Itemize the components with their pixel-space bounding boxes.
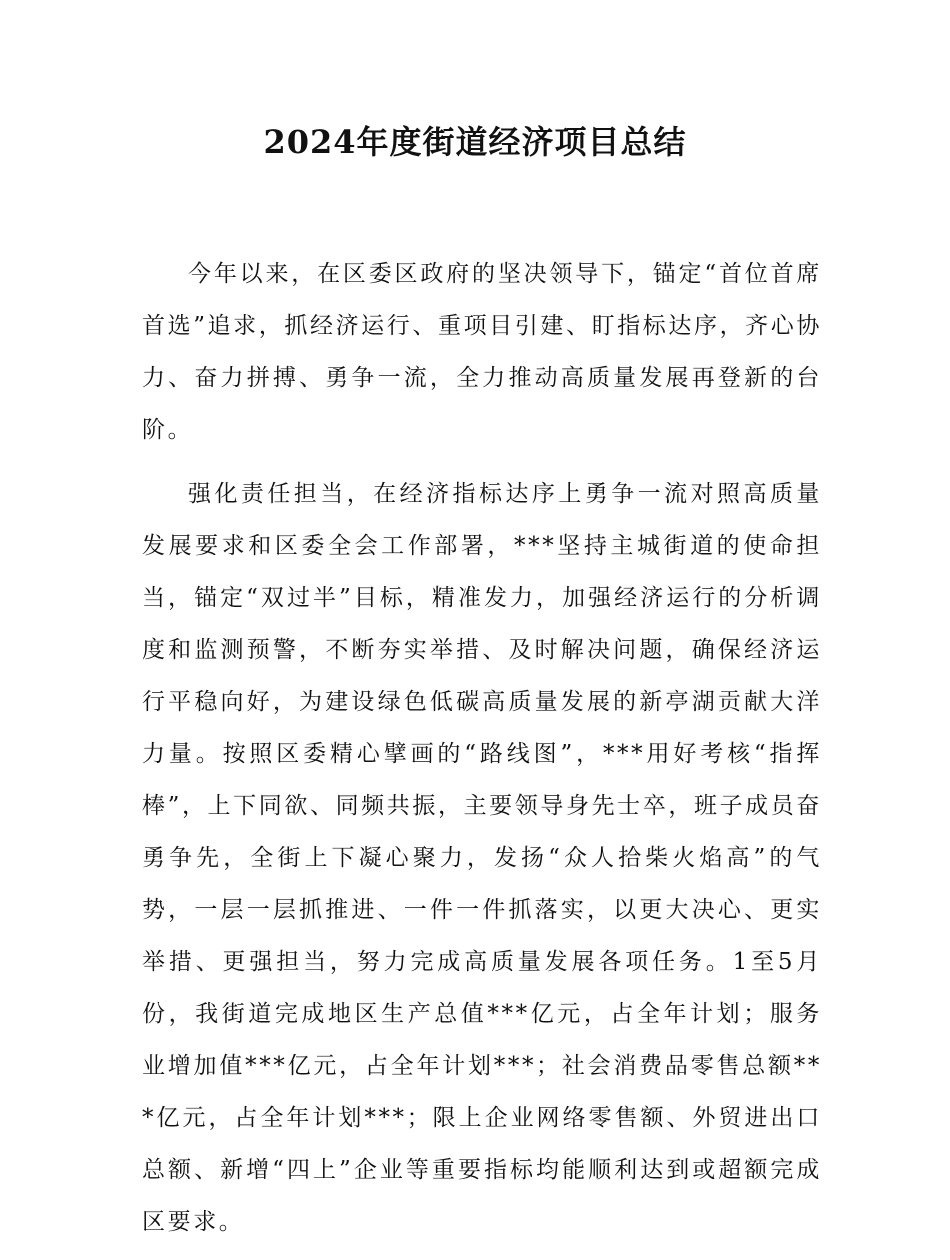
paragraph-intro: 今年以来，在区委区政府的坚决领导下，锚定“首位首席首选”追求，抓经济运行、重项目引建、盯指标达序，齐心协力、奋力拼搏、勇争一流，全力推动高质量发展再登新的台阶。 — [142, 261, 822, 443]
document-body — [142, 248, 822, 1260]
page-title: 2024年度街道经济项目总结 — [263, 123, 687, 161]
paragraph-responsibility: 强化责任担当，在经济指标达序上勇争一流对照高质量发展要求和区委全会工作部署，***坚持主城街道的使命担当，锚定“双过半”目标，精准发力，加强经济运行的分析调度和监测预警，不断夯实举措、及时解决问题，确保经济运行平稳向好，为建设绿色低碳高质量发展的新亭湖贡献大洋力量。按照区委精心擘画的“路线图”，***用好考核“指挥棒”，上下同欲、同频共振，主要领导身先士卒，班子成员奋勇争先，全街上下凝心聚力，发扬“众人拾柴火焰高”的气势，一层一层抓推进、一件一件抓落实，以更大决心、更实举措、更强担当，努力完成高质量发展各项任务。1至5月份，我街道完成地区生产总值***亿元，占全年计划；服务业增加值***亿元，占全年计划***；社会消费品零售总额***亿元，占全年计划***；限上企业网络零售额、外贸进出口总额、新增“四上”企业等重要指标均能顺利达到或超额完成区要求。 — [142, 481, 822, 1235]
